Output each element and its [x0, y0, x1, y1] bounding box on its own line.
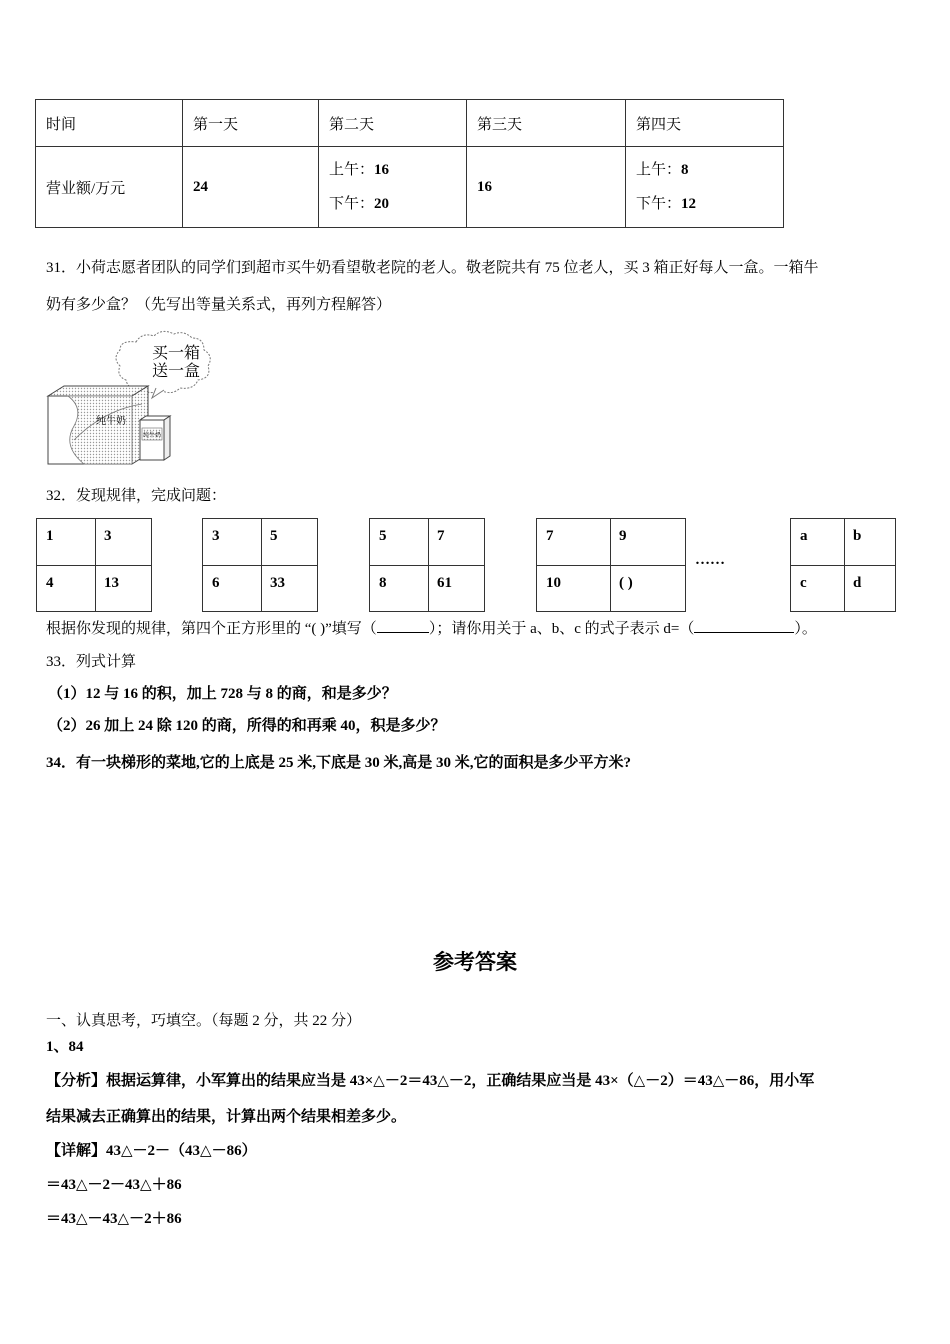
- svg-text:纯牛奶: 纯牛奶: [143, 432, 162, 439]
- table-row: [36, 147, 784, 228]
- grid-cell-a: a: [800, 528, 808, 544]
- answers-title: 参考答案: [433, 951, 517, 974]
- grid-cell-c: 4: [46, 575, 54, 591]
- pm-label: 下午：: [329, 196, 375, 212]
- pattern-grid-1: [36, 518, 152, 612]
- am-value: 16: [374, 162, 390, 178]
- q32-title: 32．发现规律，完成问题：: [46, 488, 227, 504]
- q32-question: [46, 618, 817, 639]
- svg-text:买一箱: 买一箱: [152, 343, 201, 362]
- grid-cell-b: 7: [437, 528, 445, 544]
- q33-sub1: （1）12 与 16 的积，加上 728 与 8 的商，和是多少？: [48, 686, 397, 702]
- sales-table: [35, 99, 784, 228]
- analysis-line2: 结果减去正确算出的结果，计算出两个结果相差多少。: [46, 1109, 407, 1125]
- cell-day4: [626, 147, 784, 228]
- svg-text:纯牛奶: 纯牛奶: [96, 416, 126, 427]
- pattern-grid-3: [369, 518, 485, 612]
- cell-day2: [319, 147, 467, 228]
- detail-line2: ＝43△－2－43△＋86: [46, 1177, 182, 1193]
- grid-cell-a: 1: [46, 528, 54, 544]
- grid-cell-a: 3: [212, 528, 220, 544]
- pattern-grid-4: [536, 518, 686, 612]
- answers-item1: 1、84: [46, 1039, 84, 1055]
- milk-box-illustration-icon: [44, 330, 244, 470]
- pattern-grid-2: [202, 518, 318, 612]
- grid-cell-d: 13: [104, 575, 119, 591]
- row-label: 营业额/万元: [36, 147, 183, 228]
- header-cell-day4: 第四天: [626, 100, 784, 147]
- pm-value: 12: [681, 196, 697, 212]
- answer-blank-1[interactable]: [377, 618, 429, 633]
- grid-cell-d: 33: [270, 575, 285, 591]
- detail-line1: 【详解】43△－2－（43△－86）: [46, 1143, 257, 1159]
- am-value: 8: [681, 162, 689, 178]
- q33-sub2: （2）26 加上 24 除 120 的商，所得的和再乘 40，积是多少？: [48, 718, 446, 734]
- cell-day1: 24: [183, 147, 319, 228]
- pm-label: 下午：: [636, 196, 682, 212]
- am-label: 上午：: [636, 162, 682, 178]
- answer-blank-2[interactable]: [694, 618, 794, 633]
- pattern-grid-general: [790, 518, 896, 612]
- svg-text:送一盒: 送一盒: [152, 361, 201, 380]
- q31-line1: 31．小荷志愿者团队的同学们到超市买牛奶看望敬老院的老人。敬老院共有 75 位老人，买 3 箱正好每人一盒。一箱牛: [46, 260, 819, 276]
- answers-section1: 一、认真思考，巧填空。（每题 2 分，共 22 分）: [46, 1013, 362, 1029]
- am-label: 上午：: [329, 162, 375, 178]
- grid-cell-c: 8: [379, 575, 387, 591]
- grid-cell-b: 5: [270, 528, 278, 544]
- ellipsis: ……: [695, 552, 725, 568]
- q32-question-part3: ）。: [794, 621, 817, 637]
- grid-cell-d-blank: ( ): [619, 575, 633, 591]
- header-cell-time: 时间: [36, 100, 183, 147]
- grid-cell-c: c: [800, 575, 807, 591]
- header-cell-day2: 第二天: [319, 100, 467, 147]
- analysis-line1: 【分析】根据运算律，小军算出的结果应当是 43×△－2＝43△－2，正确结果应当是 43×（△－2）＝43△－86，用小军: [46, 1073, 815, 1089]
- detail-line3: ＝43△－43△－2＋86: [46, 1211, 182, 1227]
- grid-cell-a: 7: [546, 528, 554, 544]
- milk-illustration: [44, 330, 244, 470]
- header-cell-day3: 第三天: [467, 100, 626, 147]
- q32-question-part1: 根据你发现的规律，第四个正方形里的 “( )”填写（: [46, 621, 377, 637]
- grid-cell-d: 61: [437, 575, 452, 591]
- q34-text: 34．有一块梯形的菜地,它的上底是 25 米,下底是 30 米,高是 30 米,它的面积是多少平方米?: [46, 755, 632, 771]
- q33-title: 33．列式计算: [46, 654, 137, 670]
- cell-day3: 16: [467, 147, 626, 228]
- grid-cell-b: b: [853, 528, 862, 544]
- grid-cell-d: d: [853, 575, 862, 591]
- q32-question-part2: ）；请你用关于 a、b、c 的式子表示 d=（: [428, 621, 695, 637]
- table-header-row: [36, 100, 784, 147]
- grid-cell-c: 10: [546, 575, 561, 591]
- grid-cell-c: 6: [212, 575, 220, 591]
- grid-cell-a: 5: [379, 528, 387, 544]
- header-cell-day1: 第一天: [183, 100, 319, 147]
- grid-cell-b: 9: [619, 528, 627, 544]
- grid-cell-b: 3: [104, 528, 112, 544]
- pm-value: 20: [374, 196, 390, 212]
- q31-line2: 奶有多少盒？（先写出等量关系式，再列方程解答）: [46, 297, 392, 313]
